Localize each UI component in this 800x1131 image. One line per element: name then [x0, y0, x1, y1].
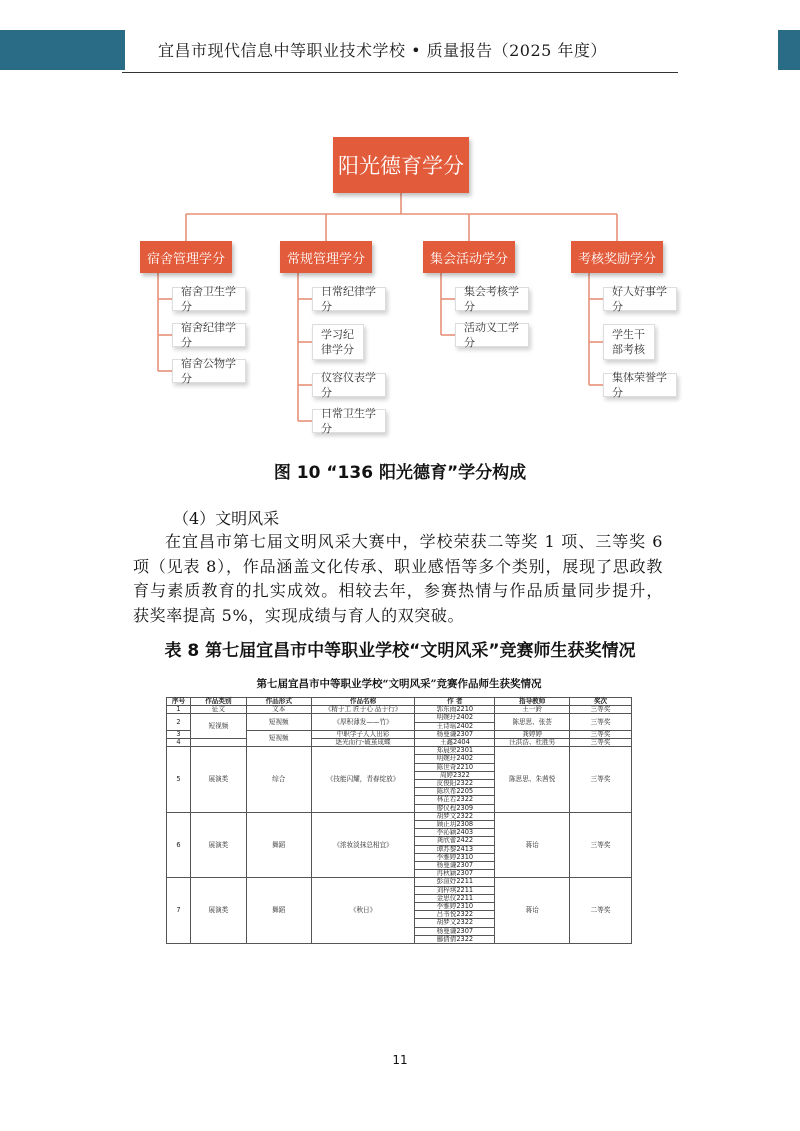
- cell-author: 郑晨荣2301: [415, 747, 495, 755]
- cell-form: 舞蹈: [246, 878, 311, 944]
- table-row: [167, 878, 632, 886]
- diagram-leaf: 宿舍纪律学分: [172, 323, 246, 347]
- table-header-cell: 作品名称: [311, 698, 415, 706]
- cell-award: 三等奖: [570, 812, 632, 878]
- cell-author: 陈玖希2205: [415, 788, 495, 796]
- diagram-connectors: [0, 0, 800, 460]
- diagram-category-routine: 常规管理学分: [280, 241, 372, 273]
- table-header-cell: 序号: [167, 698, 191, 706]
- cell-award: 三等奖: [570, 747, 632, 813]
- diagram-leaf: 活动义工学分: [455, 323, 529, 347]
- table-header-cell: 指导教师: [495, 698, 570, 706]
- cell-category: [190, 739, 246, 747]
- cell-no: 2: [167, 714, 191, 730]
- cell-teacher: 陈思思、朱茜悦: [495, 747, 570, 813]
- cell-award: 三等奖: [570, 739, 632, 747]
- cell-author: 廖仪程2309: [415, 804, 495, 812]
- diagram-leaf: 宿舍卫生学分: [172, 287, 246, 311]
- cell-author: 龚欣蕾2422: [415, 837, 495, 845]
- table-header-cell: 作品类别: [190, 698, 246, 706]
- cell-author: 李沁颖2403: [415, 829, 495, 837]
- cell-author: 皮俊阳2322: [415, 780, 495, 788]
- diagram-leaf: 日常卫生学分: [312, 409, 386, 433]
- cell-teacher: 龚婷婷: [495, 730, 570, 738]
- cell-author: 冉秋颖2307: [415, 870, 495, 878]
- cell-no: 7: [167, 878, 191, 944]
- section-paragraph: 在宜昌市第七届文明风采大赛中，学校荣获二等奖 1 项、三等奖 6 项（见表 8），作品涵盖文化传承、职业感悟等多个类别，展现了思政教育与素质教育的扎实成效。相较去年，参赛热情与作品质量同步提升，获奖率提高 5%，实现成绩与育人的双突破。: [133, 532, 663, 625]
- cell-author: 郦倩倩2322: [415, 935, 495, 943]
- cell-teacher: 汪洪浩、杜胜男: [495, 739, 570, 747]
- table-header-cell: 作品形式: [246, 698, 311, 706]
- diagram-leaf: 好人好事学分: [603, 287, 677, 311]
- diagram-category-dorm: 宿舍管理学分: [140, 241, 232, 273]
- cell-category: 征文: [190, 706, 246, 714]
- cell-author: 金思仪2211: [415, 894, 495, 902]
- table-header-cell: 作 者: [415, 698, 495, 706]
- cell-teacher: 王一鈴: [495, 706, 570, 714]
- cell-award: 三等奖: [570, 730, 632, 738]
- cell-name: 《技能闪耀，青春绽放》: [311, 747, 415, 813]
- table-row: [167, 706, 632, 714]
- cell-teacher: 陈思思、张荟: [495, 714, 570, 730]
- diagram-leaf: 日常纪律学分: [312, 287, 386, 311]
- cell-author: 顾正玥2308: [415, 821, 495, 829]
- diagram-leaf: 仪容仪表学分: [312, 373, 386, 397]
- cell-category: 短视频: [190, 714, 246, 739]
- diagram-category-reward: 考核奖励学分: [571, 241, 663, 273]
- cell-author: 吕书悦2322: [415, 911, 495, 919]
- cell-no: 6: [167, 812, 191, 878]
- cell-teacher: 蒋诒: [495, 812, 570, 878]
- diagram-leaf: 学习纪律学分: [312, 324, 364, 360]
- cell-author: 谭苏黎2413: [415, 845, 495, 853]
- cell-form: 文本: [246, 706, 311, 714]
- cell-author: 王鑫2404: [415, 739, 495, 747]
- cell-author: 明婉玗2402: [415, 714, 495, 722]
- cell-author: 林芷若2322: [415, 796, 495, 804]
- cell-author: 陈世奇2210: [415, 763, 495, 771]
- cell-author: 杨曼谦2307: [415, 862, 495, 870]
- table-row: [167, 714, 632, 722]
- cell-author: 王诗瑶2402: [415, 722, 495, 730]
- cell-name: 《秋日》: [311, 878, 415, 944]
- cell-category: 展演类: [190, 812, 246, 878]
- cell-no: 4: [167, 739, 191, 747]
- cell-author: 彭渲妤2211: [415, 878, 495, 886]
- award-table: [166, 697, 632, 944]
- cell-author: 胡梦文2322: [415, 812, 495, 820]
- cell-category: 展演类: [190, 878, 246, 944]
- cell-name: 《浓妆淡抹总相宜》: [311, 812, 415, 878]
- table-header-cell: 奖次: [570, 698, 632, 706]
- cell-no: 5: [167, 747, 191, 813]
- cell-award: 三等奖: [570, 706, 632, 714]
- cell-author: 杨曼谦2307: [415, 927, 495, 935]
- figure-caption: 图 10 “136 阳光德育”学分构成: [273, 463, 527, 483]
- diagram-root-node: 阳光德育学分: [333, 137, 469, 193]
- cell-name: 《厚积薄发——竹》: [311, 714, 415, 730]
- section-heading: （4）文明风采: [173, 509, 280, 528]
- cell-name: 中职学子人人出彩: [311, 730, 415, 738]
- diagram-leaf: 集会考核学分: [455, 287, 529, 311]
- cell-form: 舞蹈: [246, 812, 311, 878]
- cell-category: 展演类: [190, 747, 246, 813]
- diagram-leaf: 学生干部考核: [603, 324, 655, 360]
- cell-form: 短视频: [246, 714, 311, 730]
- cell-author: 李雅婷2310: [415, 903, 495, 911]
- cell-author: 周婷2322: [415, 771, 495, 779]
- cell-form: 短视频: [246, 730, 311, 746]
- table-row: [167, 739, 632, 747]
- table-row: [167, 812, 632, 820]
- cell-author: 李雅婷2310: [415, 853, 495, 861]
- diagram-leaf: 集体荣誉学分: [603, 373, 677, 397]
- diagram-category-assembly: 集会活动学分: [423, 241, 515, 273]
- cell-teacher: 蒋诒: [495, 878, 570, 944]
- cell-award: 二等奖: [570, 878, 632, 944]
- award-table-title: 第七届宜昌市中等职业学校“文明风采”竞赛作品师生获奖情况: [256, 678, 542, 690]
- table-caption: 表 8 第七届宜昌市中等职业学校“文明风采”竞赛师生获奖情况: [164, 641, 636, 661]
- table-row: [167, 747, 632, 755]
- cell-author: 明婉玗2402: [415, 755, 495, 763]
- cell-name: 《精于工 匠于心 品于行》: [311, 706, 415, 714]
- cell-author: 郭东雨2210: [415, 706, 495, 714]
- cell-no: 3: [167, 730, 191, 738]
- cell-name: 逐光而行-破茧成蝶: [311, 739, 415, 747]
- cell-award: 三等奖: [570, 714, 632, 730]
- diagram-leaf: 宿舍公物学分: [172, 359, 246, 383]
- cell-author: 胡梦文2322: [415, 919, 495, 927]
- page-number: 11: [392, 1053, 408, 1067]
- cell-form: 综合: [246, 747, 311, 813]
- cell-no: 1: [167, 706, 191, 714]
- cell-author: 刘梓琪2211: [415, 886, 495, 894]
- page-header-title: 宜昌市现代信息中等职业技术学校 • 质量报告（2025 年度）: [158, 41, 607, 60]
- credit-structure-diagram: [0, 0, 800, 460]
- cell-author: 杨曼谦2307: [415, 730, 495, 738]
